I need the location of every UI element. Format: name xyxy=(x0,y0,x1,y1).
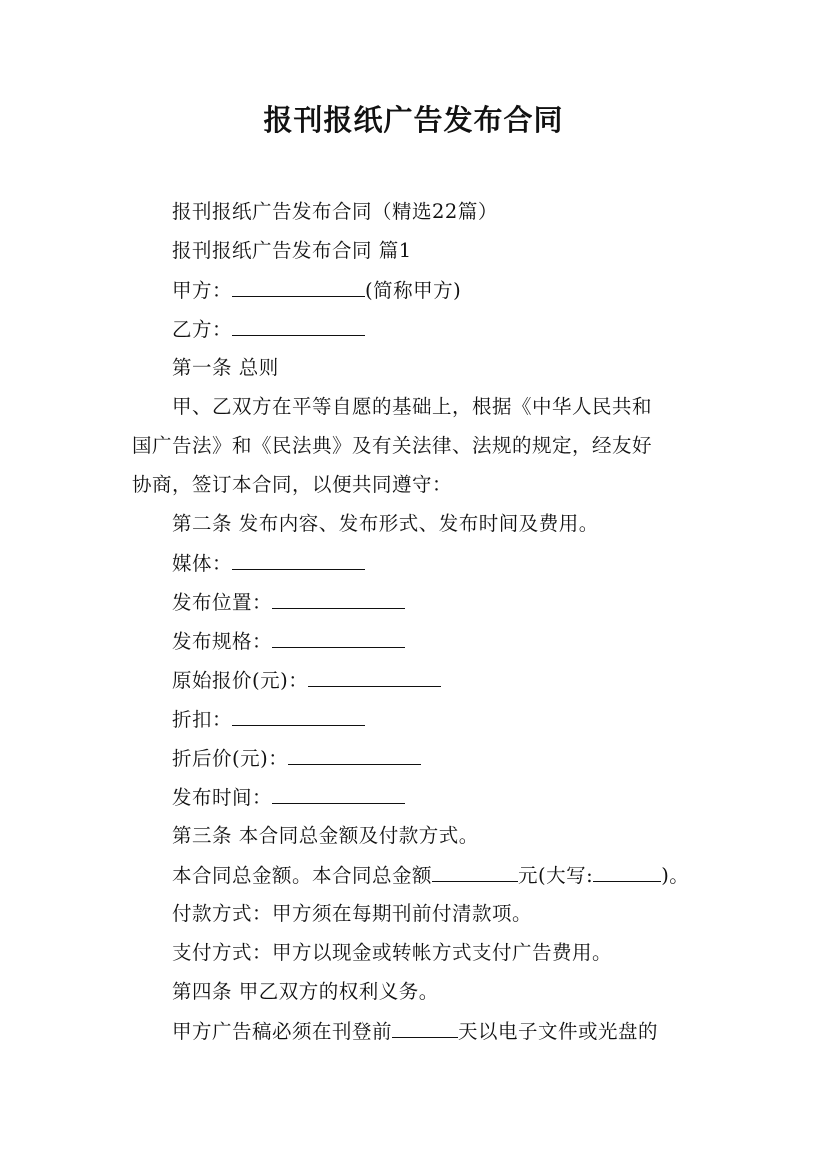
party-a-blank xyxy=(232,276,365,297)
amount-uppercase-blank xyxy=(593,861,661,882)
article-4-heading xyxy=(172,978,712,1006)
total-amount-blank xyxy=(432,861,518,882)
article-3-heading xyxy=(172,822,712,850)
document-title: 报刊报纸广告发布合同 xyxy=(263,103,564,137)
position-line xyxy=(172,588,712,617)
article-1-text: 第一条 总则 xyxy=(172,356,279,379)
party-b-blank xyxy=(232,315,365,336)
amount-close: )。 xyxy=(661,864,690,887)
discounted-price-blank xyxy=(288,744,421,765)
party-b-line xyxy=(172,315,712,344)
article-3-text: 第三条 本合同总金额及付款方式。 xyxy=(172,824,479,847)
submission-label: 甲方广告稿必须在刊登前 xyxy=(172,1020,393,1043)
publish-time-line xyxy=(172,783,712,812)
spec-blank xyxy=(272,627,405,648)
spec-label: 发布规格： xyxy=(172,630,273,653)
total-amount-line xyxy=(172,861,712,890)
payment-mode-line xyxy=(172,939,712,967)
subtitle-line xyxy=(172,198,712,226)
subtitle-text: 报刊报纸广告发布合同（精选22篇） xyxy=(172,200,498,223)
paragraph-text: 甲、乙双方在平等自愿的基础上，根据《中华人民共和 xyxy=(172,395,653,418)
submission-rest: 天以电子文件或光盘的 xyxy=(458,1020,659,1043)
original-price-blank xyxy=(308,666,441,687)
party-a-note: (简称甲方) xyxy=(365,279,462,302)
discounted-price-line xyxy=(172,744,712,773)
discount-label: 折扣： xyxy=(172,708,233,731)
discount-blank xyxy=(232,705,365,726)
article-4-text: 第四条 甲乙双方的权利义务。 xyxy=(172,980,439,1003)
paragraph-line xyxy=(132,471,672,499)
submission-line xyxy=(172,1017,712,1046)
discount-line xyxy=(172,705,712,734)
position-blank xyxy=(272,588,405,609)
party-a-line xyxy=(172,276,712,305)
discounted-price-label: 折后价(元)： xyxy=(172,747,289,770)
payment-method-text: 付款方式：甲方须在每期刊前付清款项。 xyxy=(172,902,533,925)
spec-line xyxy=(172,627,712,656)
original-price-line xyxy=(172,666,712,695)
amount-uppercase-label: 元(大写: xyxy=(518,864,594,887)
payment-mode-text: 支付方式：甲方以现金或转帐方式支付广告费用。 xyxy=(172,941,613,964)
paragraph-text: 协商，签订本合同，以便共同遵守： xyxy=(132,473,453,496)
media-blank xyxy=(232,549,365,570)
media-line xyxy=(172,549,712,578)
payment-method-line xyxy=(172,900,712,928)
paragraph-line xyxy=(172,393,712,421)
section-heading xyxy=(172,237,712,265)
article-2-heading xyxy=(172,510,712,538)
article-2-text: 第二条 发布内容、发布形式、发布时间及费用。 xyxy=(172,512,599,535)
article-1-heading xyxy=(172,354,712,382)
media-label: 媒体： xyxy=(172,552,233,575)
publish-time-label: 发布时间： xyxy=(172,786,273,809)
section-heading-text: 报刊报纸广告发布合同 篇1 xyxy=(172,239,412,262)
original-price-label: 原始报价(元)： xyxy=(172,669,309,692)
submission-days-blank xyxy=(392,1017,458,1038)
paragraph-text: 国广告法》和《民法典》及有关法律、法规的规定，经友好 xyxy=(132,434,653,457)
party-a-label: 甲方： xyxy=(172,279,233,302)
total-amount-label: 本合同总金额。本合同总金额 xyxy=(172,864,433,887)
party-b-label: 乙方： xyxy=(172,318,233,341)
paragraph-line xyxy=(132,432,672,460)
publish-time-blank xyxy=(272,783,405,804)
position-label: 发布位置： xyxy=(172,591,273,614)
